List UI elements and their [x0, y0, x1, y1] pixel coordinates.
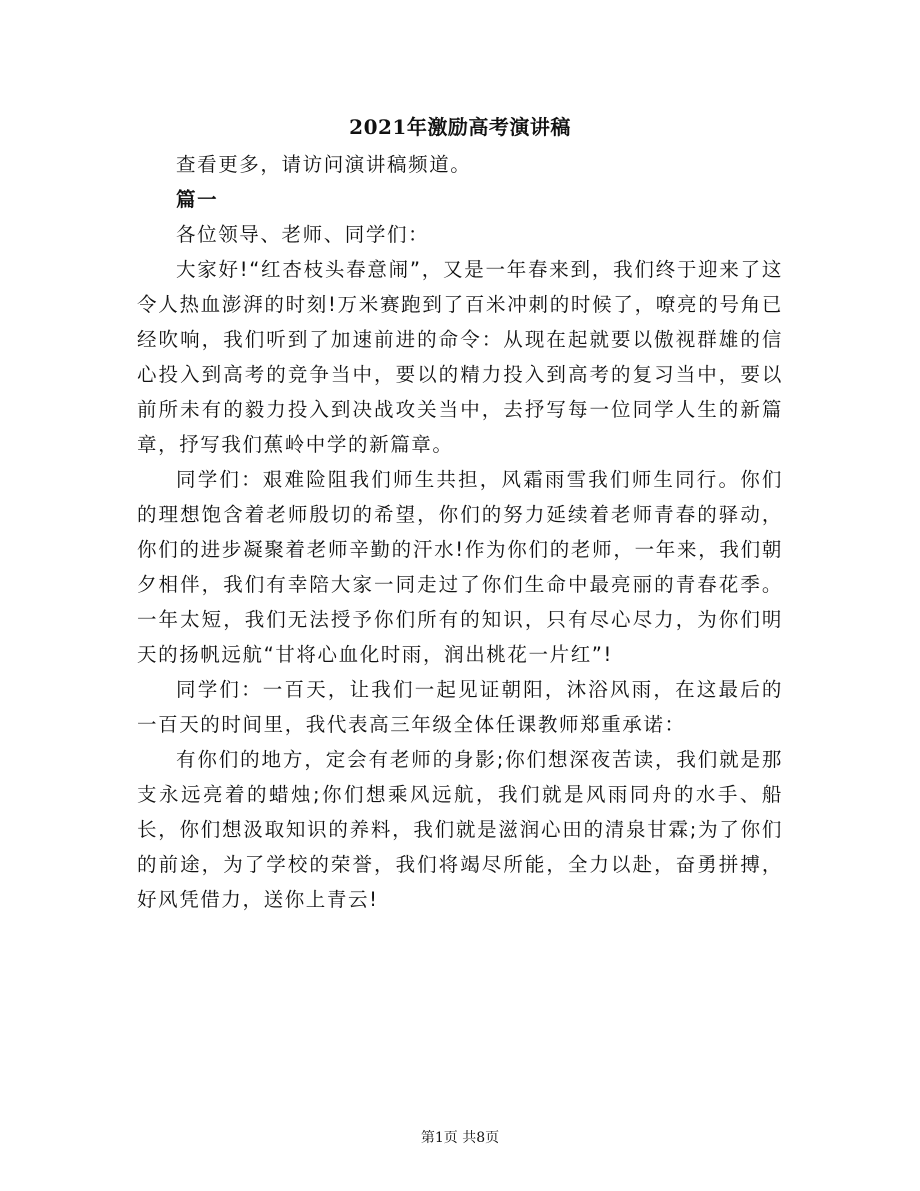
- salutation-paragraph: 各位领导、老师、同学们：: [176, 223, 430, 246]
- body-paragraph: 同学们：艰难险阻我们师生共担，风霜雨雪我们师生同行。你们的理想饱含着老师殷切的希望，你们的努力延续着老师青春的驿动，你们的进步凝聚着老师辛勤的汗水!作为你们的老师，一年来，我们朝夕相伴，我们有幸陪大家一同走过了你们生命中最亮丽的青春花季。一年太短，我们无法授予你们所有的知识，只有尽心尽力，为你们明天的扬帆远航“甘将心血化时雨，润出桃花一片红”!: [137, 468, 783, 666]
- body-paragraph: 同学们：一百天，让我们一起见证朝阳，沐浴风雨，在这最后的一百天的时间里，我代表高三年级全体任课教师郑重承诺：: [137, 678, 783, 736]
- body-paragraph: 有你们的地方，定会有老师的身影;你们想深夜苦读，我们就是那支永远亮着的蜡烛;你们想乘风远航，我们就是风雨同舟的水手、船长，你们想汲取知识的养料，我们就是滋润心田的清泉甘霖;为了你们的前途，为了学校的荣誉，我们将竭尽所能，全力以赴，奋勇拼搏，好风凭借力，送你上青云!: [137, 748, 783, 911]
- body-paragraph: 大家好!“红杏枝头春意闹”，又是一年春来到，我们终于迎来了这令人热血澎湃的时刻!万米赛跑到了百米冲刺的时候了，嘹亮的号角已经吹响，我们听到了加速前进的命令：从现在起就要以傲视群雄的信心投入到高考的竞争当中，要以的精力投入到高考的复习当中，要以前所未有的毅力投入到决战攻关当中，去抒写每一位同学人生的新篇章，抒写我们蕉岭中学的新篇章。: [137, 258, 783, 456]
- document-body: [137, 147, 783, 917]
- document-title: 2021年激励高考演讲稿: [349, 115, 571, 139]
- page-number-footer: 第1页 共8页: [420, 1130, 500, 1146]
- intro-paragraph: 查看更多，请访问演讲稿频道。: [176, 153, 472, 176]
- section-heading: 篇一: [176, 188, 219, 211]
